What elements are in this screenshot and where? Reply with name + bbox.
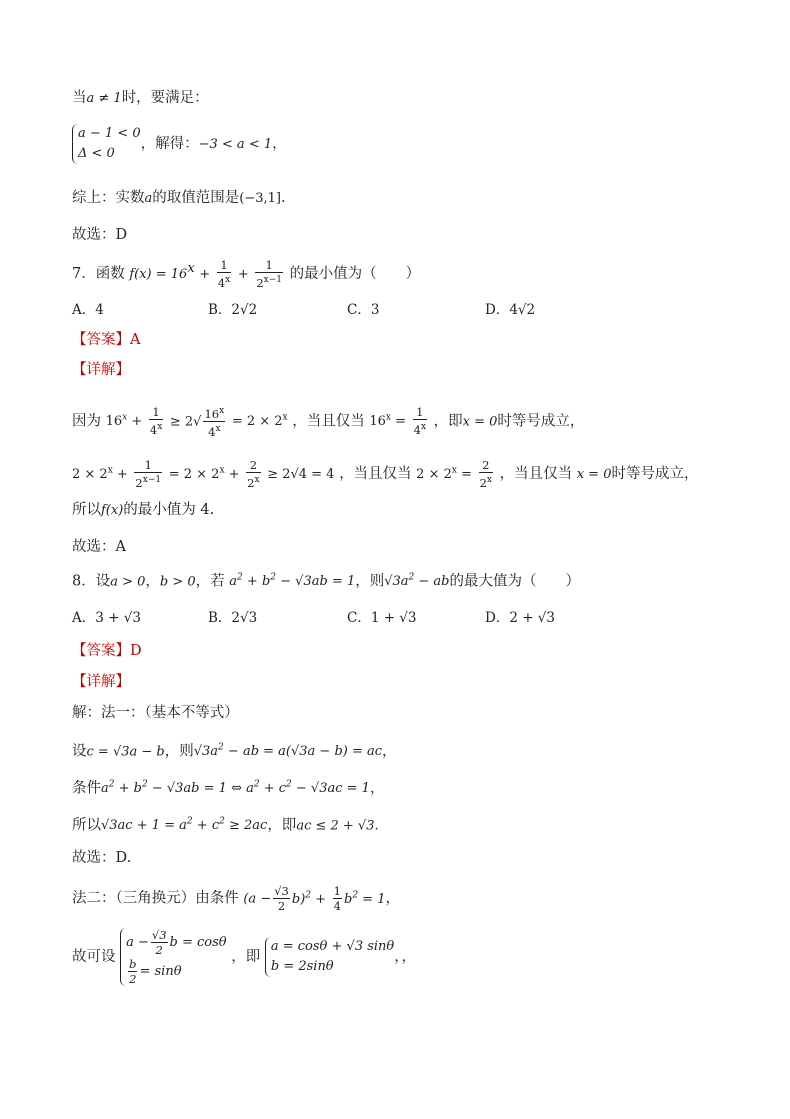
q8-option-d: D．2 + √3: [485, 610, 555, 626]
case-a-neq-1: 当a ≠ 1时，要满足：: [72, 90, 209, 106]
q7-option-a: A．4: [72, 302, 104, 318]
q8-m2-line-2: 故可设 a − $\frac{√3}{2}$ b = cosθ $\frac{b}{2}$ = sinθ ，即 a = cosθ + √3 sinθ b = 2sinθ，，: [72, 928, 416, 986]
q7-option-b: B．2√2: [208, 302, 258, 318]
summary-line: 综上：实数a的取值范围是(−3,1].: [72, 190, 286, 206]
q7-choose: 故选：A: [72, 539, 126, 555]
q7-detail-line-1: 因为 $16^x$ + $\frac{1}{4^x}$ ≥ 2√ $\frac{16^x}{4^x}$ = $2 \times 2^x$ ，当且仅当 $16^x$ = $\frac{1}{4^x}$ ，即x = 0时等号成立，: [72, 405, 585, 439]
q8-m1-line-2: 条件$a^2 + b^2 - √3ab = 1$ ⇔ $a^2 + c^2 - √3ac = 1$，: [72, 780, 385, 797]
q8-choose: 故选：D.: [72, 850, 132, 866]
q8-option-a: A．3 + √3: [72, 610, 141, 626]
q8-option-c: C．1 + √3: [347, 610, 417, 626]
q7-answer: 【答案】A: [72, 332, 141, 348]
question-8: 8．设a > 0，b > 0，若 $a^2 + b^2 - √3ab = 1$，则$√3a^2$ − ab的最大值为（ ）: [72, 573, 580, 590]
q8-detail-label: 【详解】: [72, 674, 130, 690]
q7-option-c: C．3: [347, 302, 380, 318]
system-inequality-1: a − 1 < 0 Δ < 0，解得：−3 < a < 1，: [72, 124, 287, 164]
q8-answer: 【答案】D: [72, 643, 142, 659]
q8-method-1-heading: 解：法一：（基本不等式）: [72, 705, 239, 721]
q7-detail-line-3: 所以f(x)的最小值为 4.: [72, 502, 215, 518]
q8-m1-line-1: 设c = √3a − b，则$√3a^2$ − ab = a(√3a − b) = ac，: [72, 743, 397, 760]
q8-method-2-heading: 法二：（三角换元）由条件 (a − $\frac{√3}{2}$ b)$^2$ + $\frac{1}{4}$ $b^2 = 1$，: [72, 884, 400, 913]
question-7: 7．函数 $f(x) = 16^x$ + $\frac{1}{4^x}$ + $\frac{1}{2^{x-1}}$ 的最小值为（ ）: [72, 258, 421, 290]
answer-choose-prev: 故选：D: [72, 227, 128, 243]
q7-option-d: D．4√2: [485, 302, 536, 318]
q8-m1-line-3: 所以$√3ac + 1 = a^2 + c^2 \ge 2ac$，即ac ≤ 2 + √3.: [72, 817, 379, 834]
q7-detail-line-2: $2 \times 2^x$ + $\frac{1}{2^{x-1}}$ = $2 \times 2^x$ + $\frac{2}{2^x}$ ≥ 2√4 = 4 ，当且仅当 $2 \times 2^x$ = $\frac{2}{2^x}$ ，当且仅当 x = 0时等号成立，: [72, 458, 699, 490]
q7-detail-label: 【详解】: [72, 362, 130, 378]
q8-option-b: B．2√3: [208, 610, 258, 626]
